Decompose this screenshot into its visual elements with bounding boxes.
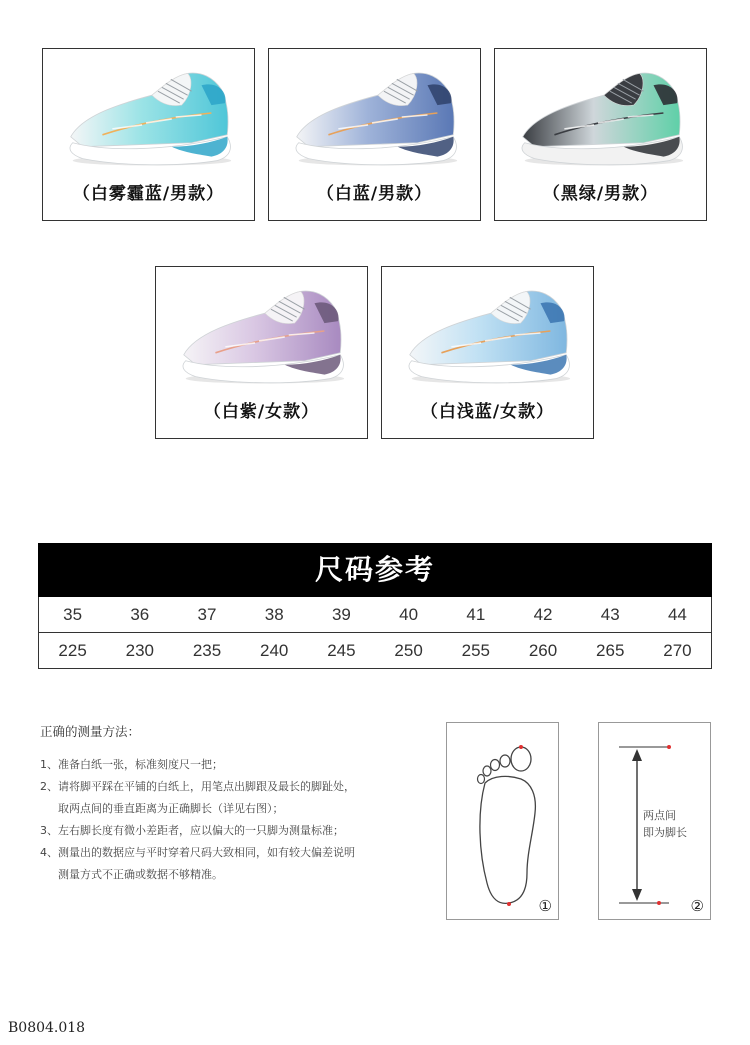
- step-text: 左右脚长度有微小差距者，应以偏大的一只脚为测量标准；: [58, 824, 344, 837]
- foot-outline-diagram: [446, 722, 559, 920]
- sku-code: B0804.018: [8, 1020, 86, 1036]
- sneaker-image: [269, 55, 480, 175]
- length-cell: 245: [327, 640, 356, 660]
- instruction-step: [40, 842, 420, 886]
- measurement-diagram: [598, 722, 711, 920]
- heel-point: [507, 902, 511, 906]
- product-label: （白浅蓝/女款）: [420, 402, 555, 422]
- size-chart-table: [38, 597, 712, 669]
- size-cell: 37: [197, 604, 217, 624]
- product-label: （白紫/女款）: [203, 402, 320, 422]
- instruction-step: [40, 776, 420, 820]
- size-chart-title: 尺码参考: [38, 543, 712, 597]
- length-cell: 250: [394, 640, 423, 660]
- length-cell: 235: [192, 640, 222, 660]
- length-cell: 260: [528, 640, 558, 660]
- instruction-step: [40, 820, 420, 842]
- product-label: （白雾霾蓝/男款）: [72, 184, 225, 204]
- length-cell: 270: [663, 640, 692, 660]
- length-cell: 240: [260, 640, 289, 660]
- size-cell: 43: [600, 604, 620, 624]
- product-card-white-light-blue[interactable]: [381, 266, 594, 439]
- step-number: 3、: [40, 824, 58, 837]
- size-cell: 36: [130, 604, 150, 624]
- length-row: [39, 633, 711, 668]
- product-label: （白蓝/男款）: [316, 184, 433, 204]
- size-cell: 42: [533, 604, 553, 624]
- toe-point: [519, 745, 523, 749]
- measurement-instructions: [40, 722, 420, 886]
- product-card-white-purple[interactable]: [155, 266, 368, 439]
- product-label: （黑绿/男款）: [542, 184, 659, 204]
- diagram-number: ①: [538, 897, 552, 915]
- length-cell: 225: [58, 640, 87, 660]
- instructions-title: 正确的测量方法：: [40, 724, 141, 739]
- measure-label-line: 两点间: [643, 809, 676, 822]
- step-text: 取两点间的垂直距离为正确脚长（详见右图）；: [58, 802, 284, 815]
- length-cell: 255: [461, 640, 490, 660]
- measure-label: [643, 807, 703, 841]
- length-cell: 230: [125, 640, 154, 660]
- step-number: 2、: [40, 780, 58, 793]
- step-text: 请将脚平踩在平铺的白纸上，用笔点出脚跟及最长的脚趾处，: [58, 780, 355, 793]
- sneaker-image: [382, 273, 593, 393]
- step-number: 1、: [40, 758, 58, 771]
- foot-outline-icon: [447, 723, 560, 921]
- product-card-black-green[interactable]: [494, 48, 707, 221]
- sneaker-image: [156, 273, 367, 393]
- product-card-white-haze-blue[interactable]: [42, 48, 255, 221]
- step-text: 测量出的数据应与平时穿着尺码大致相同，如有较大偏差说明: [58, 846, 355, 859]
- diagram-number: ②: [690, 897, 704, 915]
- step-text: 测量方式不正确或数据不够精准。: [58, 868, 223, 881]
- sneaker-image: [43, 55, 254, 175]
- size-cell: 35: [63, 604, 83, 624]
- size-cell: 41: [466, 604, 486, 624]
- size-cell: 39: [331, 604, 351, 624]
- instruction-step: [40, 754, 420, 776]
- measure-label-line: 即为脚长: [643, 826, 687, 839]
- step-number: 4、: [40, 846, 58, 859]
- product-card-white-blue[interactable]: [268, 48, 481, 221]
- size-cell: 44: [667, 604, 687, 624]
- step-text: 准备白纸一张，标准刻度尺一把；: [58, 758, 223, 771]
- size-row: [39, 597, 711, 633]
- sneaker-image: [495, 55, 706, 175]
- size-cell: 38: [264, 604, 284, 624]
- size-cell: 40: [399, 604, 419, 624]
- length-cell: 265: [596, 640, 625, 660]
